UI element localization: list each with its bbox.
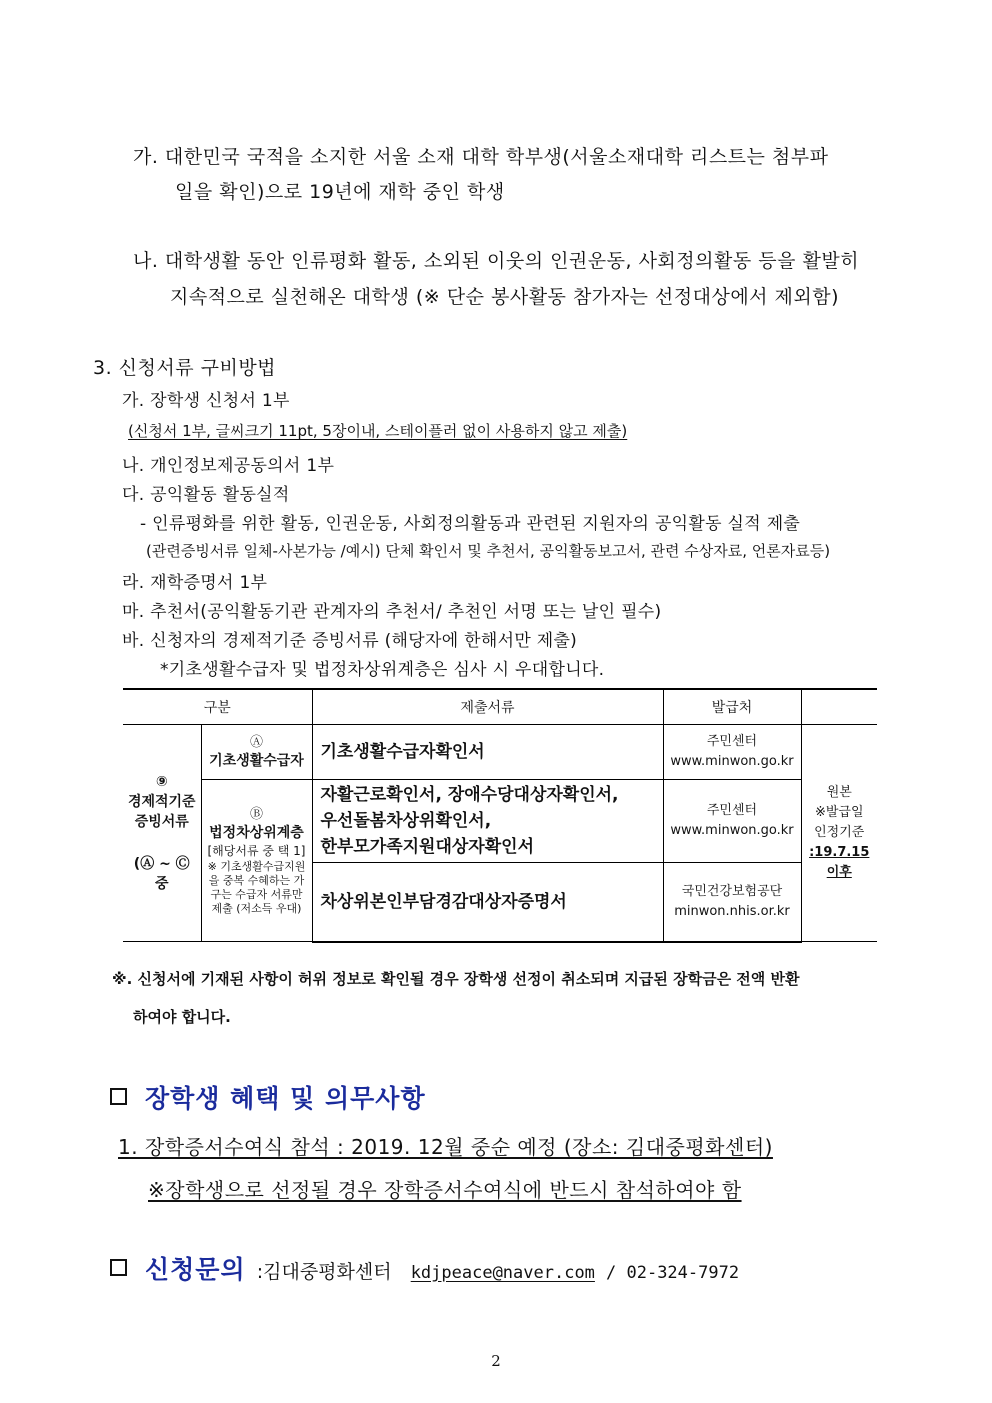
pick-b: [해당서류 중 택 1] [207,843,306,858]
header-remarks [801,689,877,725]
eligibility-item-ga-line1: 가. 대한민국 국적을 소지한 서울 소재 대학 학부생(서울소재대학 리스트는 첨부파 [133,146,829,168]
issuer-b [663,780,801,863]
page-number: 2 [491,1352,501,1370]
section3-ga-note: (신청서 1부, 글씨크기 11pt, 5장이내, 스테이플러 없이 사용하지 않고 제출) [128,422,628,440]
eligibility-item-na-line1: 나. 대학생활 동안 인류평화 활동, 소외된 이웃의 인권운동, 사회정의활동 등을 활발히 [133,250,860,272]
doc-a: 기초생활수급자확인서 [312,725,663,780]
documents-table [123,688,877,943]
issuer-c-line1: 국민건강보험공단 [681,883,783,899]
mark-a: Ⓐ [249,735,263,750]
doc-b [312,780,663,863]
subcategory-b [201,780,312,942]
issuer-c [663,863,801,942]
benefits-heading-text: 장학생 혜택 및 의무사항 [145,1084,426,1113]
section3-da-detail: - 인류평화를 위한 활동, 인권운동, 사회정의활동과 관련된 지원자의 공익활동 실적 제출 [140,514,801,534]
contact-heading [110,1255,246,1284]
section3-da-note: (관련증빙서류 일체-사본가능 /예시) 단체 확인서 및 추천서, 공익활동보고서, 관련 수상자료, 언론자료등) [146,542,831,560]
section3-ba: 바. 신청자의 경제적기준 증빙서류 (해당자에 한해서만 제출) [122,631,578,651]
issuer-a-line1: 주민센터 [706,734,758,749]
label-b: 법정차상위계층 [209,824,304,841]
doc-b-line3: 한부모가족지원대상자확인서 [320,837,534,857]
contact-org: :김대중평화센터 [256,1261,392,1283]
issuer-a-line2: www.minwon.go.kr [670,754,794,769]
note-b: ※ 기초생활수급지원을 중복 수혜하는 가구는 수급자 서류만 제출 (저소득 우대) [207,859,306,915]
square-bullet-icon [110,1088,127,1105]
benefits-item1-note: ※장학생으로 선정될 경우 장학증서수여식에 반드시 참석하여야 함 [148,1178,742,1202]
header-category: 구분 [123,689,312,725]
remarks-cell [801,725,877,942]
remark-3: 인정기준 [814,825,865,840]
warning-line2: 하여야 합니다. [133,1008,231,1026]
label-a: 기초생활수급자 [209,753,304,769]
eligibility-item-na-line2: 지속적으로 실천해온 대학생 (※ 단순 봉사활동 참가자는 선정대상에서 제외함) [170,286,840,308]
doc-b-line2: 우선돌봄차상위확인서, [320,811,492,831]
square-bullet-icon [110,1259,127,1276]
table-row [123,725,877,780]
section3-ba-note: *기초생활수급자 및 법정차상위계층은 심사 시 우대합니다. [160,660,605,680]
remark-5: 이후 [826,865,852,880]
category-cell [123,725,201,942]
contact-phone: / 02-324-7972 [606,1263,740,1283]
section3-title: 3. 신청서류 구비방법 [93,357,277,379]
issuer-a [663,725,801,780]
remark-2: ※발급일 [814,805,864,820]
contact-line [110,1250,739,1286]
remark-4: :19.7.15 [809,845,870,860]
header-documents: 제출서류 [312,689,663,725]
contact-email-link[interactable]: kdjpeace@naver.com [410,1263,595,1283]
section3-ra: 라. 재학증명서 1부 [122,573,268,593]
table-header-row [123,689,877,725]
mark-b: Ⓑ [249,806,263,822]
section3-na: 나. 개인정보제공동의서 1부 [122,456,335,476]
category-line2: 증빙서류 [134,814,189,830]
header-issuer: 발급처 [663,689,801,725]
section3-ga: 가. 장학생 신청서 1부 [122,391,290,411]
remark-1: 원본 [826,785,852,800]
issuer-b-line1: 주민센터 [706,803,758,818]
section3-ma: 마. 추천서(공익활동기관 관계자의 추천서/ 추천인 서명 또는 날인 필수) [122,602,662,622]
category-range: (Ⓐ ~ Ⓒ 중 [133,856,190,892]
issuer-c-line2: minwon.nhis.or.kr [674,903,790,919]
eligibility-item-ga-line2: 일을 확인)으로 19년에 재학 중인 학생 [175,181,505,203]
contact-heading-text: 신청문의 [145,1255,246,1284]
category-line1: 경제적기준 [127,794,196,810]
subcategory-a [201,725,312,780]
warning-line1: ※. 신청서에 기재된 사항이 허위 정보로 확인될 경우 장학생 선정이 취소되며 지급된 장학금은 전액 반환 [112,970,800,988]
category-num: ⑨ [155,774,168,790]
issuer-b-line2: www.minwon.go.kr [670,823,794,838]
doc-b-line1: 자활근로확인서, 장애수당대상자확인서, [320,785,619,805]
doc-c: 차상위본인부담경감대상자증명서 [312,863,663,942]
section3-da: 다. 공익활동 활동실적 [122,485,290,505]
benefits-heading [110,1079,426,1115]
table-row [123,780,877,863]
benefits-item1: 1. 장학증서수여식 참석 : 2019. 12월 중순 예정 (장소: 김대중평화센터) [118,1135,773,1159]
